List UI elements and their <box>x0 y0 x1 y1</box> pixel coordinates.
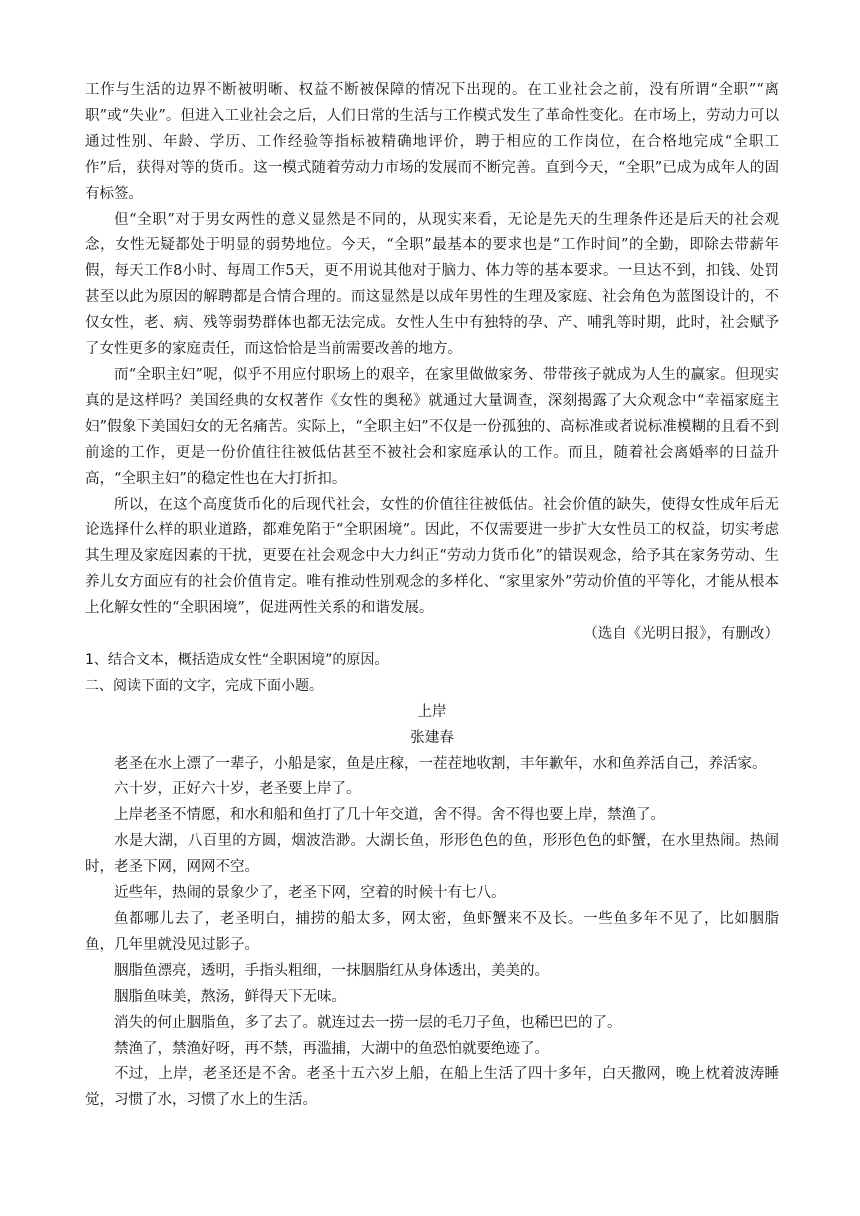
story-paragraph: 胭脂鱼味美，熬汤，鲜得天下无味。 <box>114 988 346 1005</box>
story-paragraph: 禁渔了，禁渔好呀，再不禁，再滥捕，大湖中的鱼恐怕就要绝迹了。 <box>114 1040 549 1057</box>
story-paragraph: 老圣在水上漂了一辈子，小船是家，鱼是庄稼，一茬茬地收割，丰年歉年，水和鱼养活自己，养活家。 <box>114 755 767 772</box>
story-paragraph: 上岸老圣不情愿，和水和船和鱼打了几十年交道，舍不得。舍不得也要上岸，禁渔了。 <box>114 807 665 824</box>
story-paragraph: 不过，上岸，老圣还是不舍。老圣十五六岁上船，在船上生活了四十多年，白天撒网，晚上枕着波涛睡觉，习惯了水，习惯了水上的生活。 <box>85 1066 779 1109</box>
story-paragraph: 鱼都哪儿去了，老圣明白，捕捞的船太多，网太密，鱼虾蟹来不及长。一些鱼多年不见了，比如胭脂鱼，几年里就没见过影子。 <box>85 911 779 953</box>
story-author: 张建春 <box>410 729 454 746</box>
story-title: 上岸 <box>417 703 447 720</box>
article-paragraph-3: 而“全职主妇”呢，似乎不用应付职场上的艰辛，在家里做做家务、带带孩子就成为人生的赢家。但现实真的是这样吗？美国经典的女权著作《女性的奥秘》就通过大量调查，深刻揭露了大众观念中“幸福家庭主妇”假象下美国妇女的无名痛苦。实际上，“全职主妇”不仅是一份孤独的、高标准或者说标准模糊的且看不到前途的工作，更是一份价值往往被低估甚至不被社会和家庭承认的工作。而且，随着社会离婚率的日益升高，“全职主妇”的稳定性也在大打折扣。 <box>85 366 779 487</box>
section-2-heading: 二、阅读下面的文字，完成下面小题。 <box>85 677 323 694</box>
document-page <box>85 78 779 1114</box>
question-1: 1、结合文本，概括造成女性“全职困境”的原因。 <box>85 651 389 668</box>
article-source: （选自《光明日报》，有删改） <box>583 626 779 643</box>
story-paragraph: 胭脂鱼漂亮，透明，手指头粗细，一抹胭脂红从身体透出，美美的。 <box>114 962 549 979</box>
story-paragraph: 六十岁，正好六十岁，老圣要上岸了。 <box>114 781 361 798</box>
story-paragraph: 近些年，热闹的景象少了，老圣下网，空着的时候十有七八。 <box>114 885 506 902</box>
article-paragraph-2: 但“全职”对于男女两性的意义显然是不同的，从现实来看，无论是先天的生理条件还是后天的社会观念，女性无疑都处于明显的弱势地位。今天，“全职”最基本的要求也是“工作时间”的全勤，即除去带薪年假，每天工作8小时、每周工作5天，更不用说其他对于脑力、体力等的基本要求。一旦达不到，扣钱、处罚甚至以此为原因的解聘都是合情合理的。而这显然是以成年男性的生理及家庭、社会角色为蓝图设计的，不仅女性，老、病、残等弱势群体也都无法完成。女性人生中有独特的孕、产、哺乳等时期，此时，社会赋予了女性更多的家庭责任，而这恰恰是当前需要改善的地方。 <box>85 211 779 358</box>
article-paragraph-4: 所以，在这个高度货币化的后现代社会，女性的价值往往被低估。社会价值的缺失，使得女性成年后无论选择什么样的职业道路，都难免陷于“全职困境”。因此，不仅需要进一步扩大女性员工的权益，切实考虑其生理及家庭因素的干扰，更要在社会观念中大力纠正“劳动力货币化”的错误观念，给予其在家务劳动、生养儿女方面应有的社会价值肯定。唯有推动性别观念的多样化、“家里家外”劳动价值的平等化，才能从根本上化解女性的“全职困境”，促进两性关系的和谐发展。 <box>85 496 779 617</box>
article-paragraph-1: 工作与生活的边界不断被明晰、权益不断被保障的情况下出现的。在工业社会之前，没有所谓“全职”“离职”或“失业”。但进入工业社会之后，人们日常的生活与工作模式发生了革命性变化。在市场上，劳动力可以通过性别、年龄、学历、工作经验等指标被精确地评价，聘于相应的工作岗位，在合格地完成“全职工作”后，获得对等的货币。这一模式随着劳动力市场的发展而不断完善。直到今天，“全职”已成为成年人的固有标签。 <box>85 82 779 202</box>
story-paragraph: 消失的何止胭脂鱼，多了去了。就连过去一捞一层的毛刀子鱼，也稀巴巴的了。 <box>114 1014 622 1031</box>
story-paragraph: 水是大湖，八百里的方圆，烟波浩渺。大湖长鱼，形形色色的鱼，形形色色的虾蟹，在水里热闹。热闹时，老圣下网，网网不空。 <box>85 833 779 876</box>
